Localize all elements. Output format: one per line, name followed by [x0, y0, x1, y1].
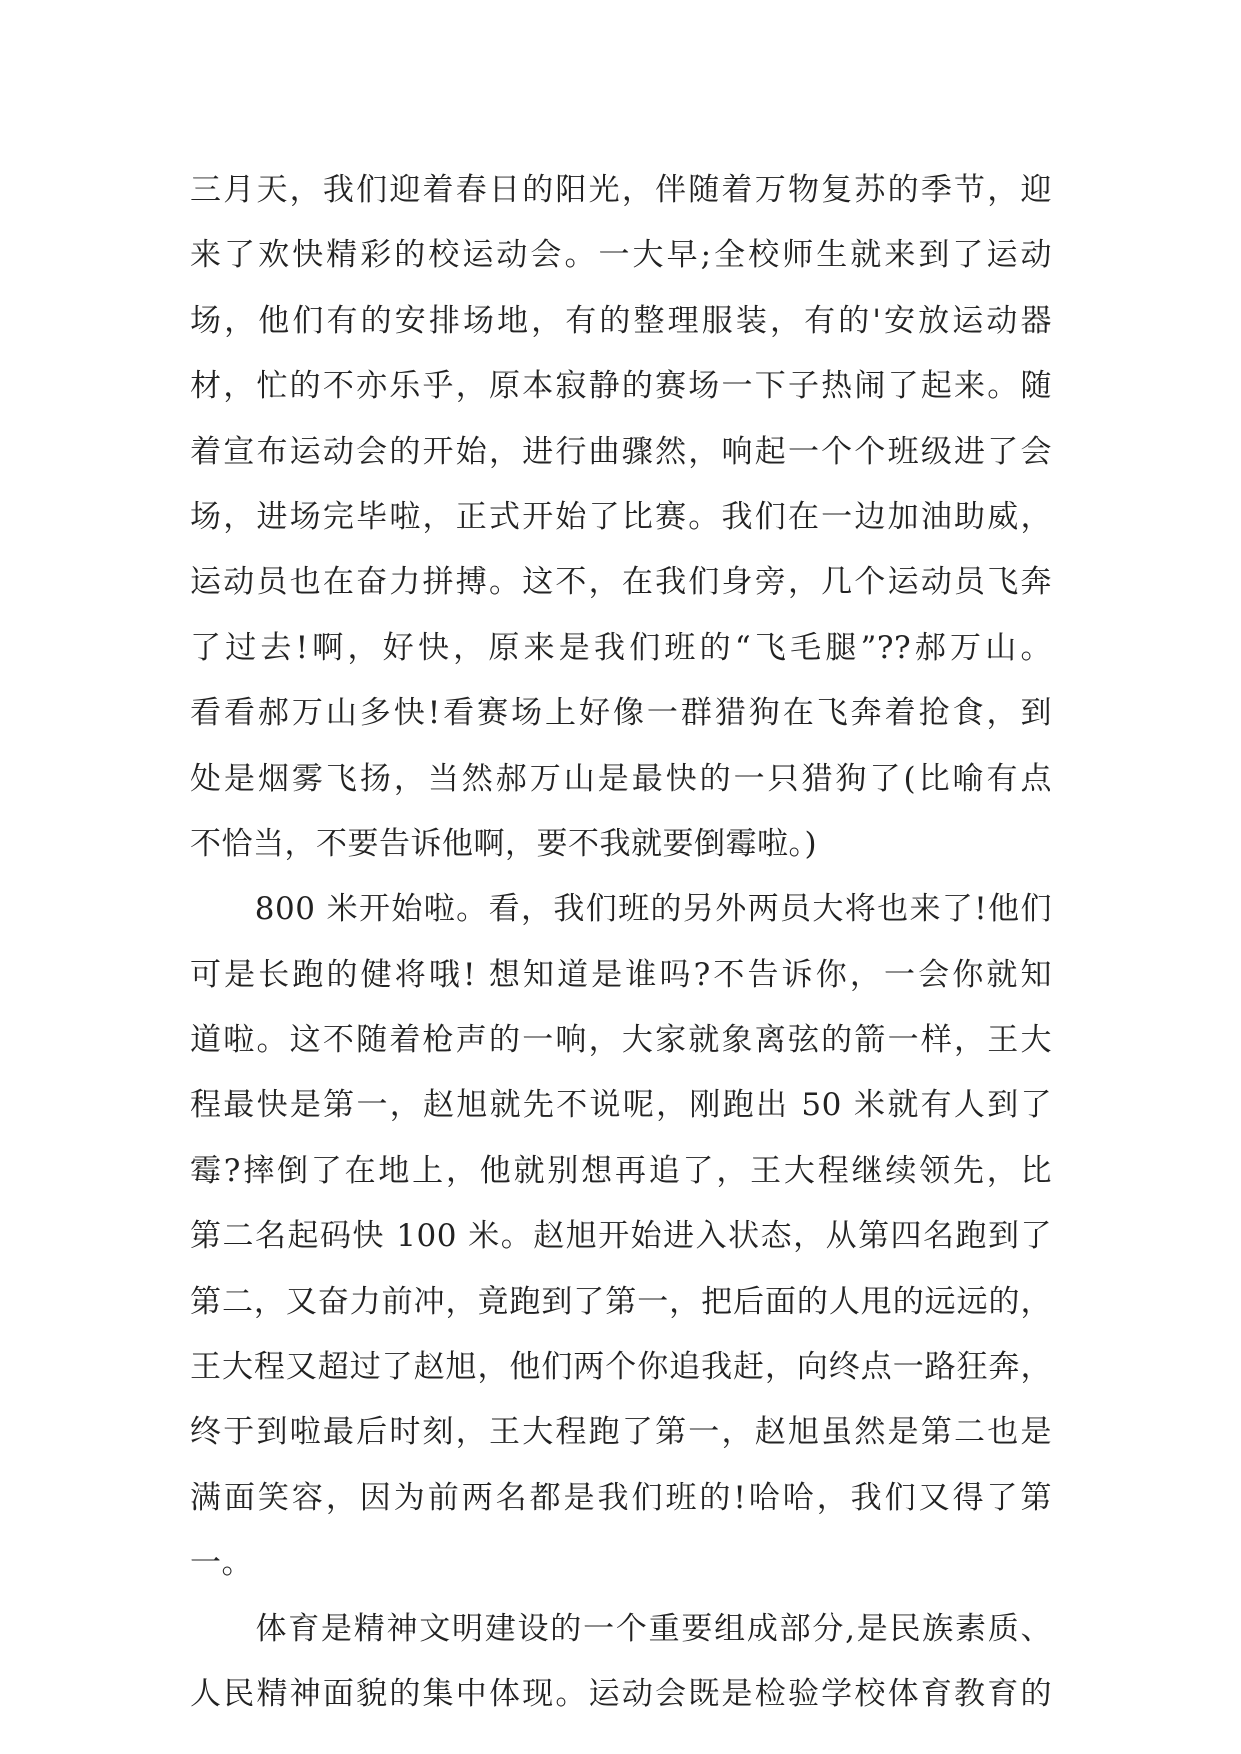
text-line: 王大程又超过了赵旭，他们两个你追我赶，向终点一路狂奔， [190, 1349, 1052, 1386]
text-line: 一。 [190, 1545, 253, 1582]
text-line: 三月天，我们迎着春日的阳光，伴随着万物复苏的季节，迎 [190, 172, 1052, 208]
text-line: 可是长跑的健将哦! 想知道是谁吗?不告诉你，一会你就知 [190, 956, 1052, 993]
text-line: 不恰当，不要告诉他啊，要不我就要倒霉啦。) [190, 825, 818, 862]
text-line: 霉?摔倒了在地上，他就别想再追了，王大程继续领先，比 [190, 1152, 1052, 1189]
text-line: 来了欢快精彩的校运动会。一大早;全校师生就来到了运动 [190, 237, 1052, 274]
text-line: 着宣布运动会的开始，进行曲骤然，响起一个个班级进了会 [190, 433, 1052, 470]
text-line: 运动员也在奋力拼搏。这不，在我们身旁，几个运动员飞奔 [190, 564, 1052, 601]
text-line: 第二，又奋力前冲，竟跑到了第一，把后面的人甩的远远的， [190, 1283, 1052, 1320]
text-line: 场，进场完毕啦，正式开始了比赛。我们在一边加油助威， [190, 498, 1052, 535]
text-line: 看看郝万山多快!看赛场上好像一群猎狗在飞奔着抢食，到 [190, 695, 1052, 732]
text-line: 满面笑容，因为前两名都是我们班的!哈哈，我们又得了第 [190, 1479, 1052, 1516]
text-line: 第二名起码快 100 米。赵旭开始进入状态，从第四名跑到了 [190, 1218, 1052, 1255]
text-line: 终于到啦最后时刻，王大程跑了第一，赵旭虽然是第二也是 [190, 1414, 1052, 1451]
document-body [190, 158, 1052, 1727]
paragraph-3 [190, 1597, 1052, 1728]
text-line: 了过去!啊，好快，原来是我们班的“飞毛腿”??郝万山。 [190, 629, 1052, 666]
text-line: 场，他们有的安排场地，有的整理服装，有的'安放运动器 [190, 302, 1052, 339]
text-line: 程最快是第一，赵旭就先不说呢，刚跑出 50 米就有人到了 [190, 1087, 1052, 1124]
text-line: 人民精神面貌的集中体现。运动会既是检验学校体育教育的 [190, 1675, 1052, 1712]
text-line: 材，忙的不亦乐乎，原本寂静的赛场一下子热闹了起来。随 [190, 368, 1052, 405]
text-line: 处是烟雾飞扬，当然郝万山是最快的一只猎狗了(比喻有点 [190, 760, 1052, 797]
text-line: 800 米开始啦。看，我们班的另外两员大将也来了!他们 [190, 891, 1052, 928]
text-line: 体育是精神文明建设的一个重要组成部分,是民族素质、 [190, 1610, 1052, 1647]
text-line: 道啦。这不随着枪声的一响，大家就象离弦的箭一样，王大 [190, 1022, 1052, 1059]
paragraph-2 [190, 877, 1052, 1596]
paragraph-1 [190, 158, 1052, 877]
